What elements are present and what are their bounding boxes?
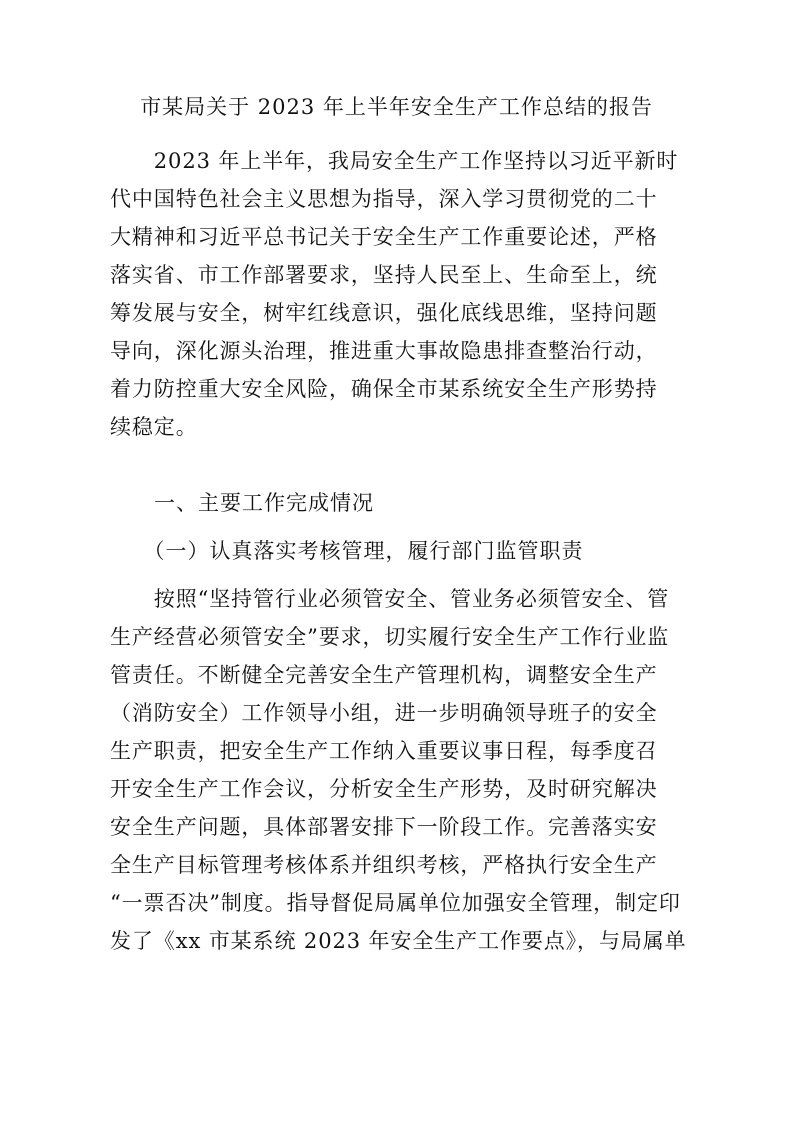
body-line: 开安全生产工作会议，分析安全生产形势，及时研究解决 (110, 777, 658, 801)
body-line: 全生产目标管理考核体系并组织考核，严格执行安全生产 (110, 853, 658, 877)
body-line: 安全生产问题，具体部署安排下一阶段工作。完善落实安 (110, 815, 658, 839)
body-line: 生产职责，把安全生产工作纳入重要议事日程，每季度召 (110, 739, 658, 763)
intro-line: 大精神和习近平总书记关于安全生产工作重要论述，严格 (110, 225, 658, 249)
body-line: “一票否决”制度。指导督促局属单位加强安全管理，制定印 (110, 891, 681, 915)
body-line: 生产经营必须管安全”要求，切实履行安全生产工作行业监 (110, 625, 670, 649)
intro-line: 着力防控重大安全风险，确保全市某系统安全生产形势持 (110, 377, 658, 401)
document-title: 市某局关于 2023 年上半年安全生产工作总结的报告 (140, 95, 653, 119)
section-heading: 一、主要工作完成情况 (110, 491, 374, 515)
intro-line: 导向，深化源头治理，推进重大事故隐患排查整治行动， (110, 339, 658, 363)
body-line: 发了《xx 市某系统 2023 年安全生产工作要点》，与局属单 (110, 929, 687, 953)
intro-line: 筹发展与安全，树牢红线意识，强化底线思维，坚持问题 (110, 301, 658, 325)
body-line: 管责任。不断健全完善安全生产管理机构，调整安全生产 (110, 663, 658, 687)
intro-line: 代中国特色社会主义思想为指导，深入学习贯彻党的二十 (110, 187, 658, 211)
body-line: 按照“坚持管行业必须管安全、管业务必须管安全、管 (110, 587, 670, 611)
intro-line: 续稳定。 (110, 415, 198, 439)
body-line: （消防安全）工作领导小组，进一步明确领导班子的安全 (110, 701, 658, 725)
intro-line: 落实省、市工作部署要求，坚持人民至上、生命至上，统 (110, 263, 658, 287)
intro-line: 2023 年上半年，我局安全生产工作坚持以习近平新时 (110, 149, 679, 173)
subsection-heading: （一）认真落实考核管理，履行部门监管职责 (110, 539, 584, 563)
